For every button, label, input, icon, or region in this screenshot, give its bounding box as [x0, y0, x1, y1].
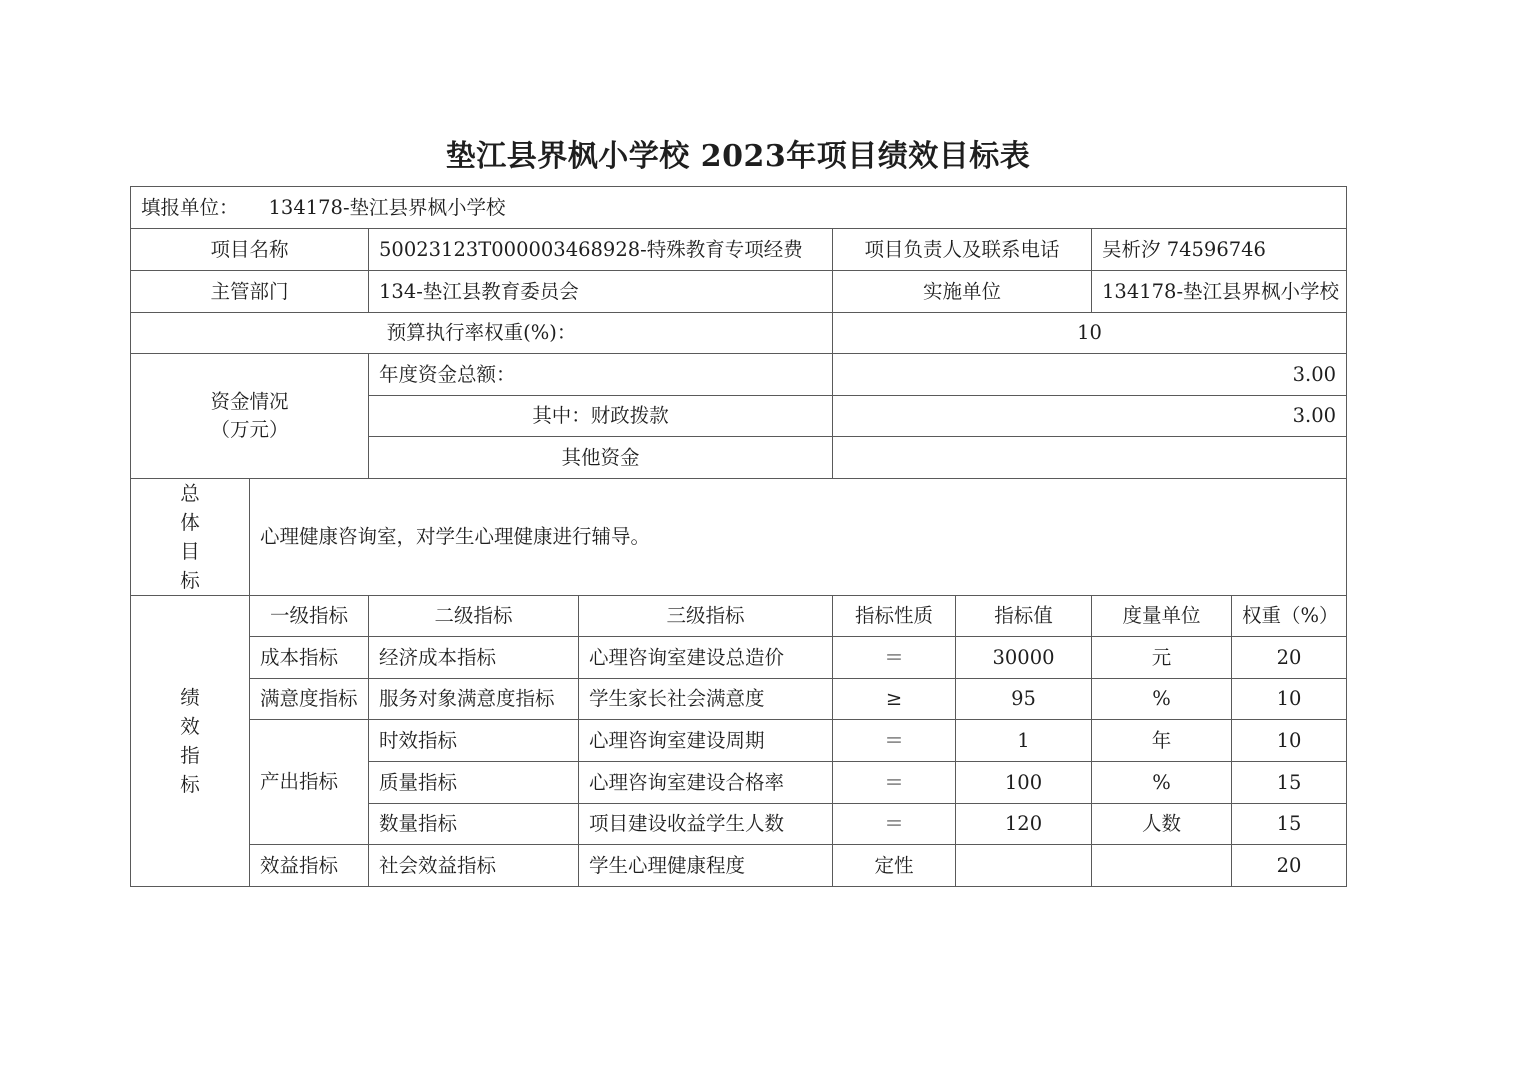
- indicator-weight: 10: [1232, 679, 1347, 720]
- overall-goal-text: 心理健康咨询室，对学生心理健康进行辅导。: [250, 479, 1347, 596]
- overall-goal-row: [131, 479, 1347, 596]
- indicator-value: 30000: [956, 637, 1092, 679]
- funds-other-value: [833, 437, 1347, 479]
- department-value: 134-垫江县教育委员会: [369, 271, 833, 313]
- indicator-weight: 15: [1232, 804, 1347, 845]
- indicator-unit: 年: [1092, 720, 1232, 762]
- indicator-level2: 质量指标: [369, 762, 579, 804]
- indicator-level1: 成本指标: [250, 637, 369, 679]
- indicator-nature: ＝: [833, 637, 956, 679]
- indicator-weight: 20: [1232, 637, 1347, 679]
- table-row: [131, 637, 1347, 679]
- indicator-unit: 人数: [1092, 804, 1232, 845]
- overall-goal-label: [131, 479, 250, 596]
- indicators-label-char: 指: [180, 744, 200, 767]
- indicator-level3: 心理咨询室建设周期: [579, 720, 833, 762]
- header-value: 指标值: [956, 596, 1092, 637]
- indicator-level3: 心理咨询室建设总造价: [579, 637, 833, 679]
- indicator-unit: %: [1092, 762, 1232, 804]
- header-level2: 二级指标: [369, 596, 579, 637]
- indicator-level2: 时效指标: [369, 720, 579, 762]
- funds-total-row: [131, 354, 1347, 396]
- indicator-level2: 服务对象满意度指标: [369, 679, 579, 720]
- budget-weight-label: 预算执行率权重(%)：: [131, 313, 833, 354]
- indicator-level2: 经济成本指标: [369, 637, 579, 679]
- overall-goal-label-char: 目: [180, 540, 200, 563]
- header-nature: 指标性质: [833, 596, 956, 637]
- budget-weight-value: 10: [833, 313, 1347, 354]
- indicator-level2: 社会效益指标: [369, 845, 579, 887]
- overall-goal-label-char: 总: [180, 482, 200, 505]
- indicator-value: 100: [956, 762, 1092, 804]
- indicator-weight: 20: [1232, 845, 1347, 887]
- fill-unit-value: 134178-垫江县界枫小学校: [268, 195, 506, 219]
- indicator-level3: 项目建设收益学生人数: [579, 804, 833, 845]
- table-row: [131, 679, 1347, 720]
- indicators-label: [131, 596, 250, 887]
- funds-total-value: 3.00: [833, 354, 1347, 396]
- indicator-nature: ＝: [833, 804, 956, 845]
- project-row: [131, 229, 1347, 271]
- header-level1: 一级指标: [250, 596, 369, 637]
- department-row: [131, 271, 1347, 313]
- table-row: [131, 845, 1347, 887]
- indicator-level1: 效益指标: [250, 845, 369, 887]
- indicator-nature: ＝: [833, 762, 956, 804]
- page-title: 垫江县界枫小学校 2023年项目绩效目标表: [445, 139, 1031, 174]
- indicator-level3: 心理咨询室建设合格率: [579, 762, 833, 804]
- performance-goal-table: [130, 186, 1347, 887]
- indicator-value: 120: [956, 804, 1092, 845]
- funds-label-line1: 资金情况: [210, 390, 289, 413]
- fill-unit-label: 填报单位：: [141, 195, 239, 219]
- indicator-unit: [1092, 845, 1232, 887]
- overall-goal-label-char: 标: [180, 569, 200, 592]
- indicators-label-char: 效: [180, 715, 200, 738]
- indicator-level1: 产出指标: [250, 720, 369, 845]
- project-contact-label: 项目负责人及联系电话: [833, 229, 1092, 271]
- table-row: [131, 720, 1347, 762]
- budget-weight-row: [131, 313, 1347, 354]
- indicator-value: [956, 845, 1092, 887]
- indicator-nature: ≥: [833, 679, 956, 720]
- indicator-level3: 学生心理健康程度: [579, 845, 833, 887]
- indicator-nature: 定性: [833, 845, 956, 887]
- indicator-unit: 元: [1092, 637, 1232, 679]
- overall-goal-label-char: 体: [180, 511, 200, 534]
- indicator-value: 1: [956, 720, 1092, 762]
- funds-fiscal-label: 其中：财政拨款: [369, 396, 833, 437]
- indicator-nature: ＝: [833, 720, 956, 762]
- fill-unit-row: [131, 187, 1347, 229]
- indicator-level1: 满意度指标: [250, 679, 369, 720]
- header-weight: 权重（%）: [1232, 596, 1347, 637]
- project-name-label: 项目名称: [131, 229, 369, 271]
- indicators-label-char: 标: [180, 773, 200, 796]
- funds-fiscal-value: 3.00: [833, 396, 1347, 437]
- funds-total-label: 年度资金总额：: [369, 354, 833, 396]
- indicator-header-row: [131, 596, 1347, 637]
- project-contact-value: 吴析汐 74596746: [1092, 229, 1347, 271]
- indicator-level3: 学生家长社会满意度: [579, 679, 833, 720]
- department-label: 主管部门: [131, 271, 369, 313]
- header-unit: 度量单位: [1092, 596, 1232, 637]
- implementing-unit-label: 实施单位: [833, 271, 1092, 313]
- funds-label-line2: （万元）: [210, 418, 289, 441]
- indicators-label-char: 绩: [180, 686, 200, 709]
- indicator-value: 95: [956, 679, 1092, 720]
- funds-label: [131, 354, 369, 479]
- header-level3: 三级指标: [579, 596, 833, 637]
- fill-unit-cell: [131, 187, 1347, 229]
- indicator-level2: 数量指标: [369, 804, 579, 845]
- implementing-unit-value: 134178-垫江县界枫小学校: [1092, 271, 1347, 313]
- indicator-weight: 15: [1232, 762, 1347, 804]
- indicator-weight: 10: [1232, 720, 1347, 762]
- project-name-value: 50023123T000003468928-特殊教育专项经费: [369, 229, 833, 271]
- funds-other-label: 其他资金: [369, 437, 833, 479]
- indicator-unit: %: [1092, 679, 1232, 720]
